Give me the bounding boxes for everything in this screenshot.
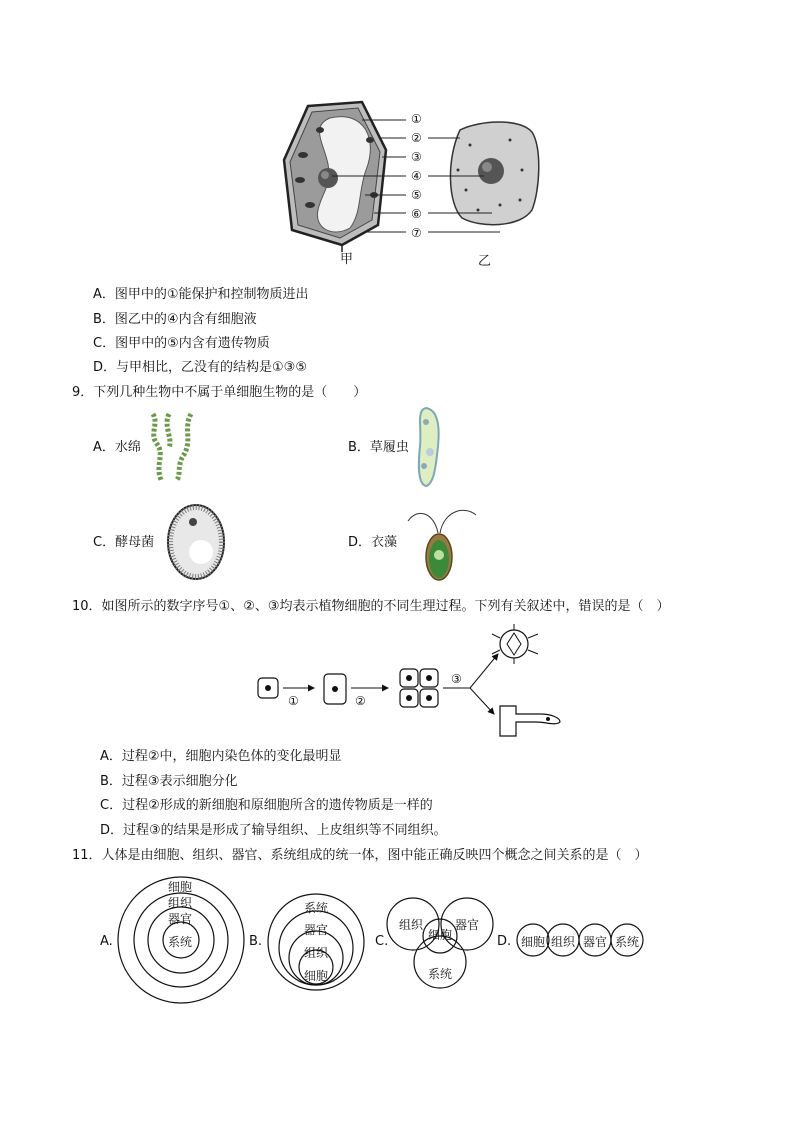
root-hair-cell <box>500 706 560 736</box>
q9-option-d: D．衣藻 <box>348 535 398 550</box>
q10-option-a: A．过程②中，细胞内染色体的变化最明显 <box>100 749 342 764</box>
q11-letter-c: C. <box>375 934 389 949</box>
q8-option-d: D．与甲相比，乙没有的结构是①③⑤ <box>93 360 307 375</box>
q9-option-b: B．草履虫 <box>348 440 409 455</box>
q11-letter-d: D. <box>497 934 512 949</box>
q11c-cell: 细胞 <box>428 928 453 942</box>
q9-option-c: C．酵母菌 <box>93 535 155 550</box>
mark-7: ⑦ <box>411 226 422 240</box>
q11b-cell: 细胞 <box>304 969 329 983</box>
mark-1: ① <box>411 112 422 126</box>
q11a-cell: 细胞 <box>168 880 193 894</box>
animal-cell <box>450 122 538 225</box>
q10-option-c: C．过程②形成的新细胞和原细胞所含的遗传物质是一样的 <box>100 798 433 813</box>
guard-cells <box>492 624 538 664</box>
mark-3: ③ <box>411 150 422 164</box>
q10-option-b: B．过程③表示细胞分化 <box>100 774 238 789</box>
label-jia: 甲 <box>340 252 354 267</box>
q11c-system: 系统 <box>428 967 453 981</box>
q10-stem: 10．如图所示的数字序号①、②、③均表示植物细胞的不同生理过程。下列有关叙述中，错误的是（ ） <box>72 599 670 614</box>
spirogyra-image <box>147 412 207 482</box>
cell-process-diagram <box>250 622 580 742</box>
q11d-system: 系统 <box>615 935 640 949</box>
mark-4: ④ <box>411 169 422 183</box>
q11b-organ: 器官 <box>304 923 329 937</box>
q10-option-d: D．过程③的结果是形成了输导组织、上皮组织等不同组织。 <box>100 823 447 838</box>
plant-cell <box>284 102 386 252</box>
paramecium-image <box>414 406 444 488</box>
q11d-cell: 细胞 <box>521 935 546 949</box>
q11-letter-b: B. <box>249 934 263 949</box>
q11c-tissue: 组织 <box>399 918 424 932</box>
q9-option-a: A．水绵 <box>93 440 141 455</box>
q8-option-a: A．图甲中的①能保护和控制物质进出 <box>93 287 309 302</box>
q11b-tissue: 组织 <box>304 946 329 960</box>
mark-6: ⑥ <box>411 207 422 221</box>
q11c-organ: 器官 <box>455 918 480 932</box>
step-1: ① <box>288 694 299 708</box>
step-3: ③ <box>451 672 462 686</box>
mark-5: ⑤ <box>411 188 422 202</box>
q11a-system: 系统 <box>168 935 193 949</box>
label-yi: 乙 <box>478 254 492 269</box>
q11a-tissue: 组织 <box>168 896 193 910</box>
yeast-image <box>165 502 227 582</box>
q8-option-c: C．图甲中的⑤内含有遗传物质 <box>93 336 270 351</box>
q8-option-b: B．图乙中的④内含有细胞液 <box>93 312 257 327</box>
q11-stem: 11．人体是由细胞、组织、器官、系统组成的统一体，图中能正确反映四个概念之间关系的是（ ） <box>72 848 648 863</box>
chlamydomonas-image <box>404 503 480 583</box>
q11-letter-a: A. <box>100 934 113 949</box>
q11d-organ: 器官 <box>583 935 608 949</box>
q9-stem: 9．下列几种生物中不属于单细胞生物的是（ ） <box>72 385 367 400</box>
step-2: ② <box>355 694 366 708</box>
q11a-organ: 器官 <box>168 912 193 926</box>
mark-2: ② <box>411 131 422 145</box>
q11d-tissue: 组织 <box>551 935 576 949</box>
q11b-system: 系统 <box>304 901 329 915</box>
